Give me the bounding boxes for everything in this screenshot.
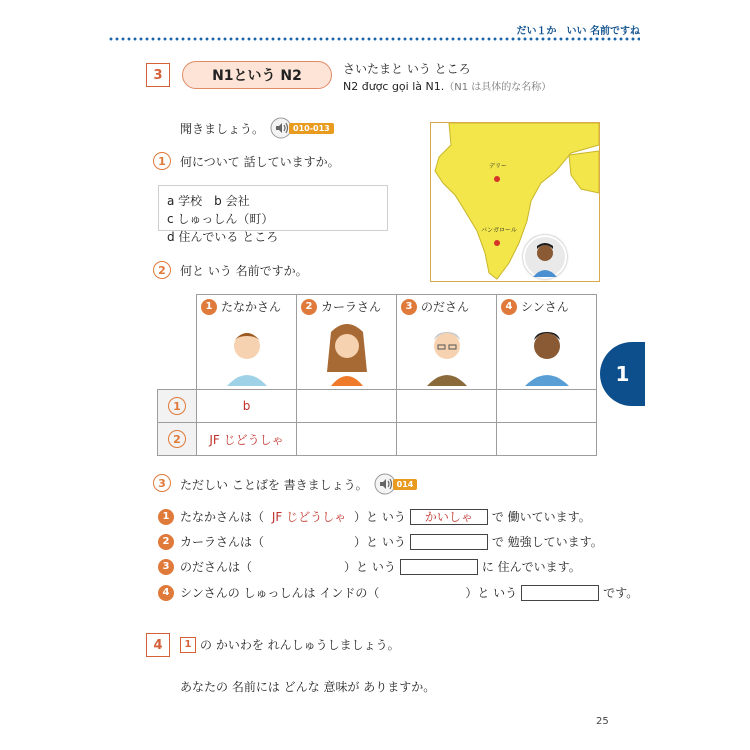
city-marker <box>494 176 500 182</box>
line-text: ）と いう <box>354 535 406 549</box>
person-cell <box>197 295 297 390</box>
listen-label: 聞きましょう。 <box>180 121 265 136</box>
line-number: 3 <box>158 559 174 575</box>
person-number: 1 <box>201 299 217 315</box>
audio-track[interactable] <box>270 117 334 139</box>
answer-cell[interactable] <box>397 390 497 423</box>
person-icon <box>525 237 565 277</box>
person-number: 3 <box>401 299 417 315</box>
option-b: b 会社 <box>214 194 250 208</box>
pattern-translation <box>343 78 551 93</box>
question-text: ただしい ことばを 書きましょう。 <box>180 477 368 492</box>
line-number: 4 <box>158 585 174 601</box>
line-text: ）と いう <box>465 586 518 600</box>
question-text-row <box>180 473 417 495</box>
answer-cell[interactable] <box>297 423 397 456</box>
pattern-example: さいたまと いう ところ <box>343 62 471 76</box>
answer-options <box>158 185 388 244</box>
line-text: シンさんの しゅっしんは インドの（ <box>180 586 380 600</box>
line-text: です。 <box>603 586 639 600</box>
fill-blank-box[interactable] <box>521 585 599 601</box>
listen-instruction <box>180 117 334 139</box>
translation-main: N2 được gọi là N1. <box>343 80 445 93</box>
person-cell <box>397 295 497 390</box>
city-label: デリー <box>489 163 508 170</box>
fill-blank-box[interactable] <box>400 559 478 575</box>
question-text: 何について 話していますか。 <box>180 155 340 169</box>
fill-line <box>158 508 591 525</box>
fill-line <box>158 584 638 601</box>
city-marker <box>494 240 500 246</box>
answer-cell[interactable] <box>397 423 497 456</box>
person-name: シンさん <box>521 300 569 314</box>
person-name: たなかさん <box>221 300 282 314</box>
row-label: 1 <box>158 390 197 423</box>
person-name: のださん <box>421 300 470 314</box>
question-text: 何と いう 名前ですか。 <box>180 264 308 278</box>
question-number: 1 <box>153 152 171 170</box>
answer-cell[interactable] <box>297 390 397 423</box>
fill-blank-paren[interactable]: JF じどうしゃ <box>271 510 347 524</box>
fill-line <box>158 558 581 575</box>
person-cell <box>297 295 397 390</box>
question-number: 3 <box>153 474 171 492</box>
person-name: カーラさん <box>321 300 382 314</box>
line-text: で 働いています。 <box>491 510 591 524</box>
answer-cell[interactable] <box>497 423 597 456</box>
answer-cell[interactable] <box>497 390 597 423</box>
answer-cell[interactable]: JF じどうしゃ <box>197 423 297 456</box>
fill-line <box>158 533 603 550</box>
line-text: カーラさんは（ <box>180 535 265 549</box>
fill-blank-box[interactable] <box>410 534 488 550</box>
option-c: c しゅっしん（町） <box>167 212 274 226</box>
grammar-pattern: N1という N2 <box>182 61 332 89</box>
section-number: 3 <box>146 63 170 87</box>
line-number: 1 <box>158 509 174 525</box>
line-text: のださんは（ <box>180 560 253 574</box>
page-number: 25 <box>596 716 609 727</box>
translation-note: （N1 は具体的な名称） <box>444 82 552 93</box>
option-d: d 住んでいる ところ <box>167 230 279 244</box>
answer-table <box>157 294 597 456</box>
row-label: 2 <box>158 423 197 456</box>
india-map <box>430 122 600 282</box>
track-badge: 014 <box>393 479 418 490</box>
reference-box: 1 <box>180 637 196 653</box>
chapter-tab: 1 <box>600 342 645 406</box>
audio-track[interactable] <box>374 473 418 495</box>
person-cell <box>497 295 597 390</box>
map-illustration <box>431 123 599 281</box>
line-text: たなかさんは（ <box>180 510 265 524</box>
singh-illustration <box>497 318 596 386</box>
karla-illustration <box>297 318 396 386</box>
answer-cell[interactable]: b <box>197 390 297 423</box>
noda-illustration <box>397 318 496 386</box>
person-number: 4 <box>501 299 517 315</box>
header-dotted-rule <box>108 37 640 41</box>
chapter-header: だい１か いい 名前ですね <box>516 26 640 37</box>
option-a: a 学校 <box>167 194 203 208</box>
fill-blank-box[interactable]: かいしゃ <box>410 509 488 525</box>
singh-portrait <box>523 235 567 279</box>
track-badge: 010-013 <box>289 123 334 134</box>
practice-instruction <box>180 636 400 653</box>
tanaka-illustration <box>197 318 296 386</box>
person-number: 2 <box>301 299 317 315</box>
city-label: バンガロール <box>481 227 517 234</box>
practice-text: の かいわを れんしゅうしましょう。 <box>200 638 400 652</box>
line-text: ）と いう <box>354 510 406 524</box>
line-text: に 住んでいます。 <box>481 560 581 574</box>
question-number: 2 <box>153 261 171 279</box>
line-text: ）と いう <box>344 560 396 574</box>
options-row <box>167 192 379 228</box>
line-number: 2 <box>158 534 174 550</box>
section-number: 4 <box>146 633 170 657</box>
line-text: で 勉強しています。 <box>491 535 603 549</box>
practice-question: あなたの 名前には どんな 意味が ありますか。 <box>180 680 436 694</box>
